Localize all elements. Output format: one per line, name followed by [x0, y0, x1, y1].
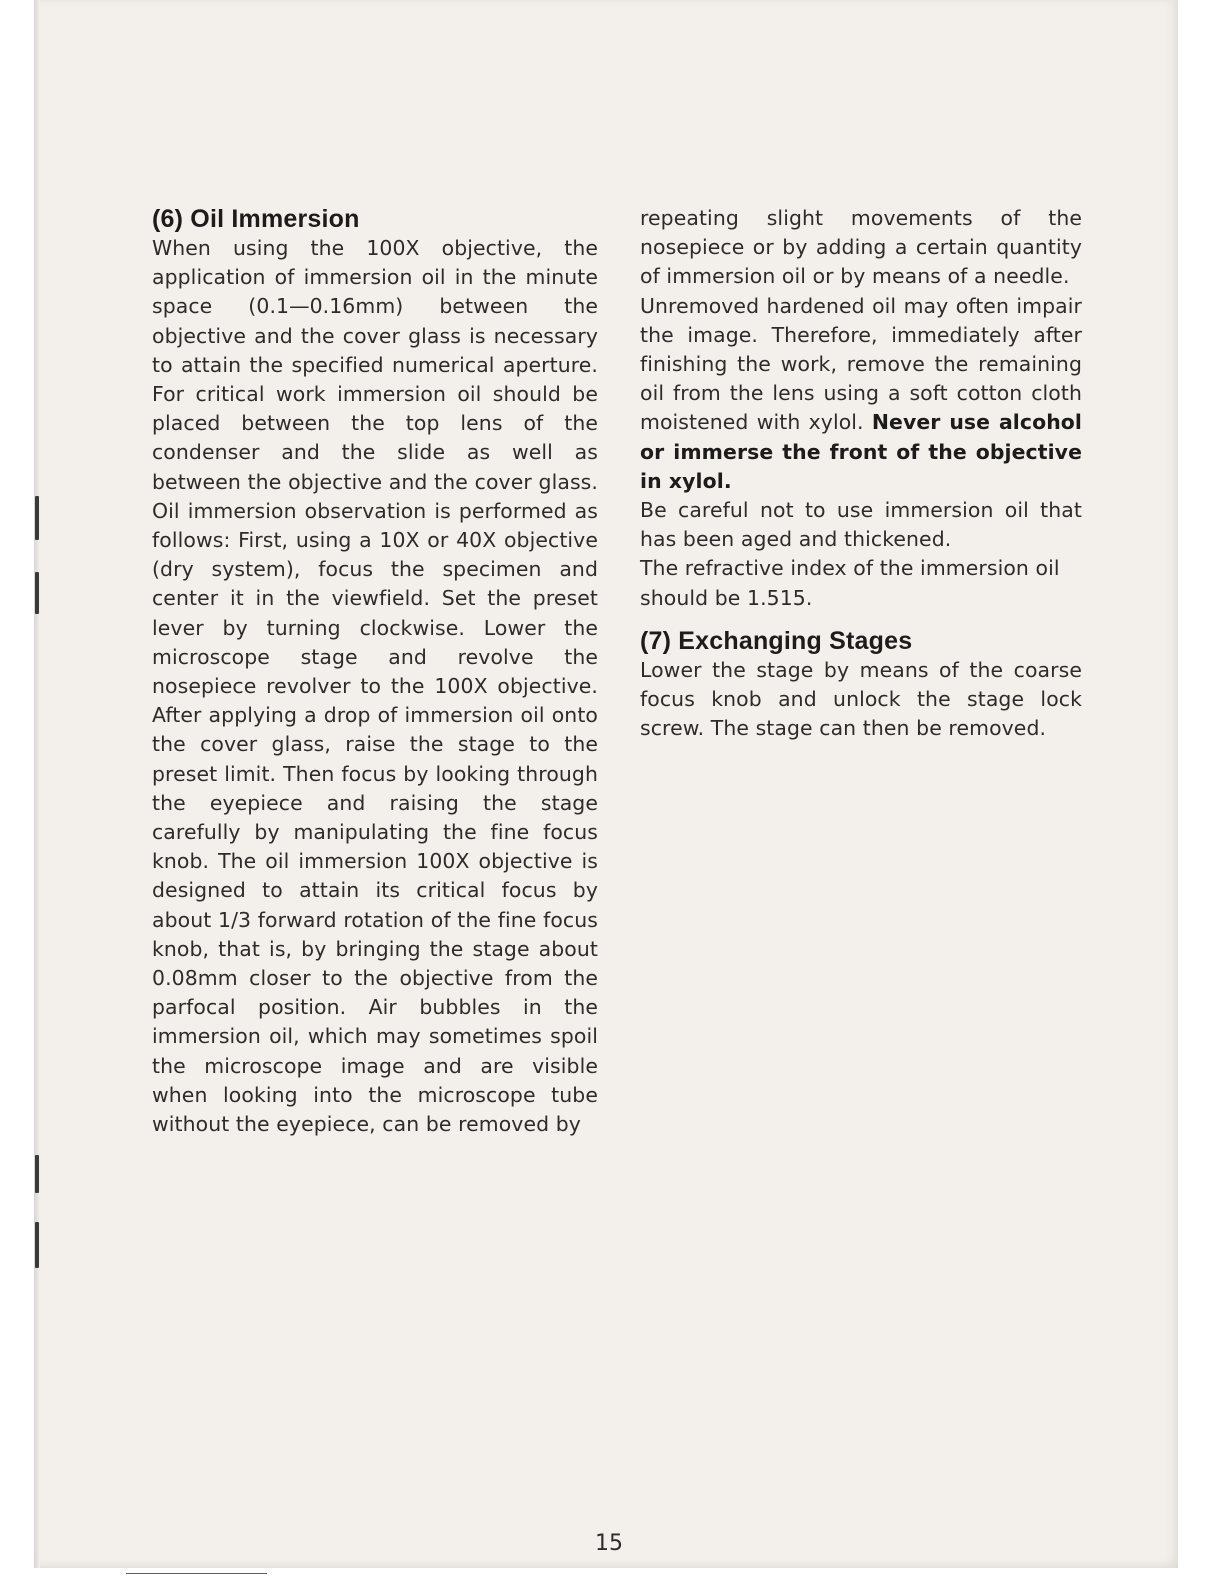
section-heading-oil-immersion: (6) Oil Immersion	[152, 205, 360, 233]
refractive-index-paragraph: The refractive index of the immersion oil should be 1.515.	[640, 556, 1060, 610]
binding-mark	[35, 1222, 39, 1268]
left-column	[152, 204, 598, 1139]
scan-underline-artifact	[126, 1573, 267, 1574]
cleaning-paragraph	[640, 292, 1082, 496]
xylol-warning: Never use alcohol or immerse the front of the objective in xylol.	[640, 410, 1083, 493]
section-heading-exchanging-stages: (7) Exchanging Stages	[640, 626, 913, 655]
section-spacer	[640, 613, 1082, 626]
continuation-paragraph: repeating slight movements of the nosepiece or by adding a certain quantity of immersion oil or by means of a needle.	[640, 206, 1082, 289]
page-number: 15	[595, 1531, 623, 1556]
page-edge-shadow	[34, 0, 40, 1568]
aged-oil-paragraph: Be careful not to use immersion oil that has been aged and thickened.	[640, 498, 1082, 552]
right-column	[640, 204, 1082, 743]
binding-mark	[35, 1155, 39, 1193]
binding-mark	[35, 572, 39, 614]
oil-immersion-paragraph: When using the 100X objective, the application of immersion oil in the minute space (0.1—0.16mm) between the objective and the cover glass is necessary to attain the specified numerical aperture. For critical work immersion oil should be placed between the top lens of the condenser and the slide as well as between the objective and the cover glass. Oil immersion observation is performed as follows: First, using a 10X or 40X objective (dry system), focus the specimen and center it in the viewfield. Set the preset lever by turning clockwise. Lower the microscope stage and revolve the nosepiece revolver to the 100X objective. After applying a drop of immersion oil onto the cover glass, raise the stage to the preset limit. Then focus by looking through the eyepiece and raising the stage carefully by manipulating the fine focus knob. The oil immersion 100X objective is designed to attain its critical focus by about 1/3 forward rotation of the fine focus knob, that is, by bringing the stage about 0.08mm closer to the objective from the parfocal position. Air bubbles in the immersion oil, which may sometimes spoil the microscope image and are visible when looking into the microscope tube without the eyepiece, can be removed by	[152, 236, 598, 1137]
exchanging-stages-paragraph: Lower the stage by means of the coarse focus knob and unlock the stage lock screw. The stage can then be removed.	[640, 657, 1082, 741]
cleaning-text: Unremoved hardened oil may often impair the image. Therefore, immediately after finishing the work, remove the remaining oil from the lens using a soft cotton cloth moistened with xylol.	[640, 293, 1082, 435]
binding-mark	[35, 496, 39, 540]
